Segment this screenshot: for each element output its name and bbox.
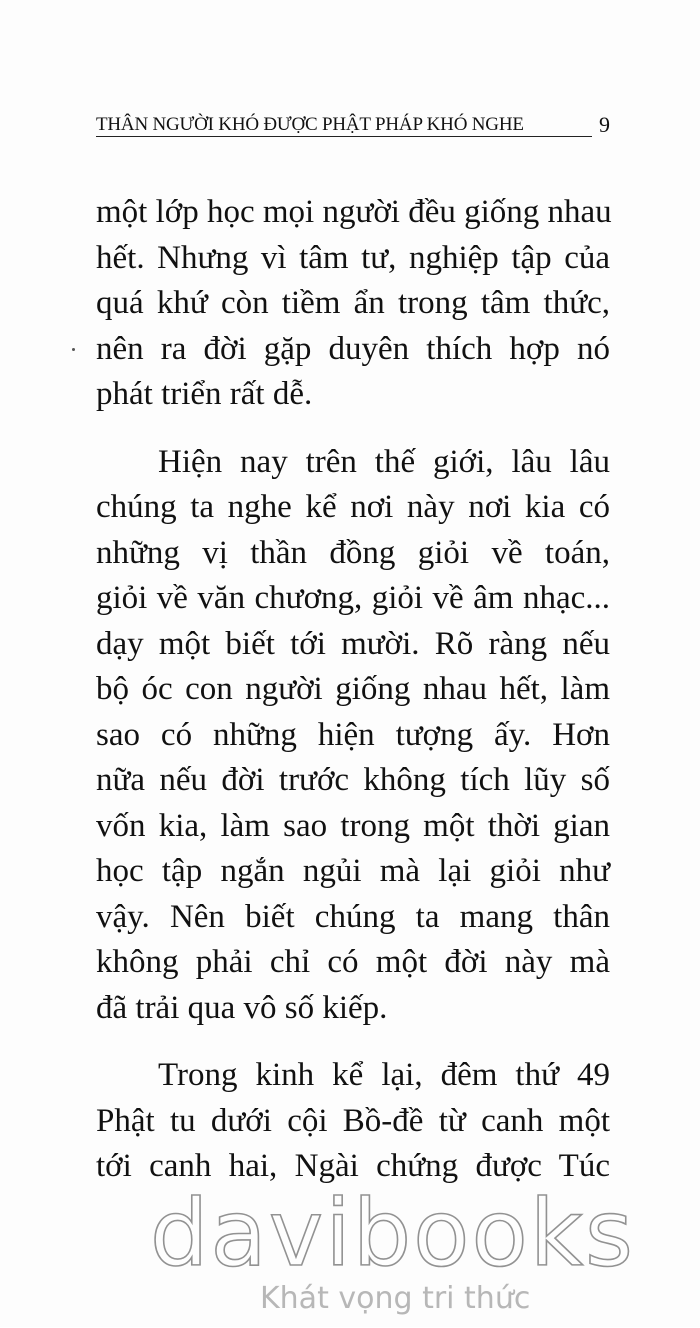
paragraph-2: [96, 440, 610, 1032]
text-line: hết. Nhưng vì tâm tư, nghiệp tập của: [96, 239, 610, 276]
header-rule: [96, 136, 592, 137]
text-line: một lớp học mọi người đều giống nhau: [96, 194, 612, 230]
text-line: quá khứ còn tiềm ẩn trong tâm thức,: [96, 285, 610, 321]
stray-ink-dot: [72, 348, 75, 351]
text-line: chúng ta nghe kể nơi này nơi kia có: [96, 489, 610, 525]
watermark-slogan: Khát vọng tri thức: [260, 1281, 531, 1316]
text-line: Hiện nay trên thế giới, lâu lâu: [158, 443, 610, 480]
text-line: Phật tu dưới cội Bồ-đề từ canh một: [96, 1102, 610, 1139]
text-line: Trong kinh kể lại, đêm thứ 49: [158, 1057, 610, 1093]
text-line: tới canh hai, Ngài chứng được Túc: [96, 1148, 610, 1184]
text-line: dạy một biết tới mười. Rõ ràng nếu: [96, 625, 610, 662]
text-line: đã trải qua vô số kiếp.: [96, 989, 388, 1026]
body-text: [96, 190, 610, 1190]
running-header: [96, 108, 610, 140]
text-line: giỏi về văn chương, giỏi về âm nhạc...: [96, 580, 610, 616]
text-line: những vị thần đồng giỏi về toán,: [96, 534, 610, 571]
text-line: phát triển rất dễ.: [96, 376, 313, 412]
text-line: vốn kia, làm sao trong một thời gian: [96, 807, 610, 844]
page-number: 9: [599, 112, 610, 137]
header-title: THÂN NGƯỜI KHÓ ĐƯỢC PHẬT PHÁP KHÓ NGHE: [96, 114, 524, 135]
text-line: vậy. Nên biết chúng ta mang thân: [96, 898, 610, 935]
text-line: học tập ngắn ngủi mà lại giỏi như: [96, 853, 610, 889]
paragraph-1: [96, 190, 610, 418]
text-line: không phải chỉ có một đời này mà: [96, 944, 610, 980]
text-line: nên ra đời gặp duyên thích hợp nó: [96, 330, 610, 367]
paragraph-3: [96, 1053, 610, 1190]
text-line: sao có những hiện tượng ấy. Hơn: [96, 716, 610, 753]
watermark-brand: davibooks: [150, 1180, 635, 1287]
text-line: nữa nếu đời trước không tích lũy số: [96, 762, 610, 798]
publisher-watermark: [150, 1180, 635, 1328]
text-line: bộ óc con người giống nhau hết, làm: [96, 671, 610, 707]
